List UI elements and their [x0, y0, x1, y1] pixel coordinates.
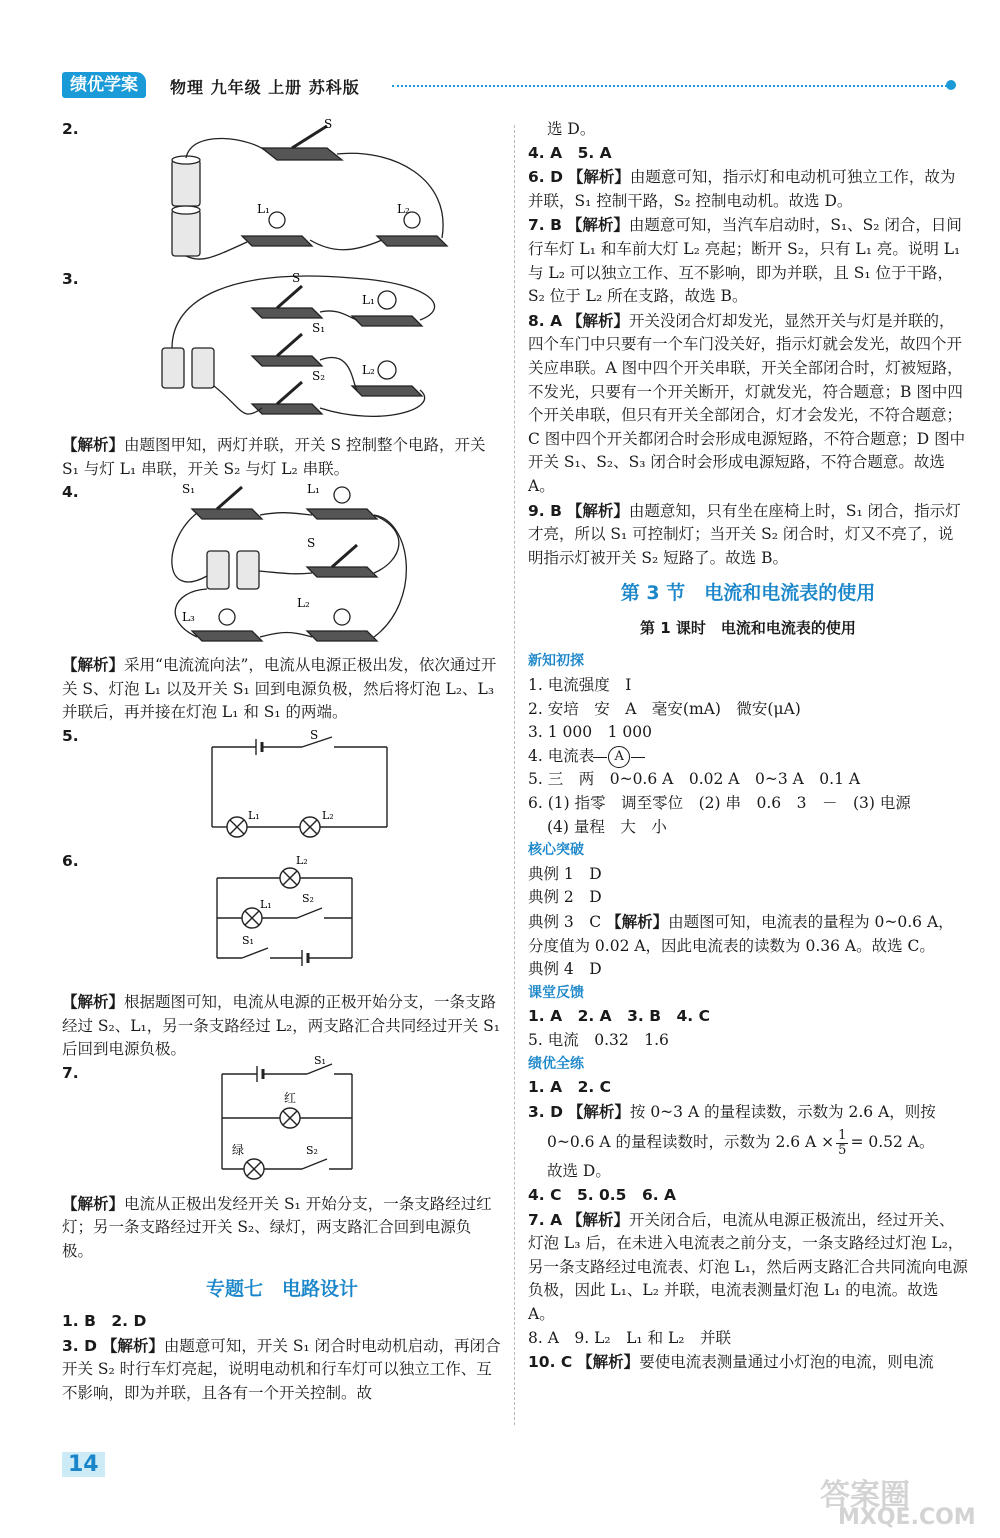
- q4-analysis-text: 采用“电流流向法”，电流从电源正极出发，依次通过开关 S、灯泡 L₁ 以及开关 S₁ 回到电源负极，然后将灯泡 L₂、L₃ 并联后，再并接在灯泡 L₁ 和 S₁ 的两端。: [62, 656, 497, 722]
- q7-circuit-figure: [202, 1054, 422, 1189]
- q3-analysis: [62, 433, 502, 481]
- left-column: [62, 118, 502, 1406]
- r-ans-7: [528, 213, 968, 308]
- lesson-1-heading: [528, 617, 968, 641]
- n-ans-6a: 6. (1) 指零 调至零位 (2) 串 0.6 3 － (3) 电源: [528, 794, 911, 813]
- q3-label-l2: L₂: [362, 363, 375, 377]
- q7-analysis: [62, 1192, 502, 1264]
- section-3-title: 第 3 节 电流和电流表的使用: [620, 582, 876, 605]
- q2-label-s: S: [324, 118, 333, 131]
- lesson-1-title: 第 1 课时 电流和电流表的使用: [640, 618, 856, 637]
- q3-label-s1: S₁: [312, 321, 326, 335]
- analysis-tag: 【解析】: [62, 655, 125, 675]
- q7-number: 7.: [62, 1063, 79, 1082]
- analysis-tag: 【解析】: [566, 215, 629, 235]
- answer-number: 7. B: [528, 216, 562, 235]
- e-ans-3-text: 由题图可知，电流表的量程为 0~0.6 A，分度值为 0.02 A，因此电流表的读数为 0.36 A。故选 C。: [528, 913, 954, 955]
- topic-7-ans-1-2: 1. B 2. D: [62, 1312, 147, 1331]
- e-ans-2: 典例 2 D: [528, 888, 602, 907]
- section-3-heading: [528, 582, 968, 607]
- j-ans-10-text: 要使电流表测量通过小灯泡的电流，则电流: [639, 1353, 934, 1372]
- heading-jiyou: 绩优全练: [528, 1055, 584, 1072]
- q3-label-l1: L₁: [362, 293, 375, 307]
- j-ans-3-text2b: = 0.52 A。: [850, 1133, 935, 1152]
- answer-number: 7. A: [528, 1210, 563, 1229]
- r-ans-4-5: 4. A 5. A: [528, 143, 612, 162]
- book-subtitle: 物理 九年级 上册 苏科版: [170, 78, 360, 97]
- e-ans-4: 典例 4 D: [528, 960, 602, 979]
- analysis-tag: 【解析】: [567, 310, 630, 330]
- q4-analysis: [62, 653, 502, 725]
- q3-analysis-text: 由题图甲知，两灯并联，开关 S 控制整个电路，开关 S₁ 与灯 L₁ 串联，开关 S₂ 与灯 L₂ 串联。: [62, 436, 486, 478]
- q7-label-s1: S₁: [314, 1053, 326, 1067]
- r-ans-9-text: 由题意知，只有坐在座椅上时，S₁ 闭合，指示灯才亮，所以 S₁ 可控制灯；当开关 S₂ 闭合时，灯又不亮了，说明指示灯被开关 S₂ 短路了。故选 B。: [528, 501, 961, 567]
- answer-number: 3. D: [528, 1102, 563, 1121]
- answer-number: 9. B: [528, 501, 562, 520]
- q2-block: [62, 118, 502, 268]
- q7-label-red: 红: [284, 1090, 297, 1105]
- q4-label-s: S: [307, 536, 316, 551]
- right-column: [528, 118, 968, 1375]
- fraction-one-fifth: [836, 1129, 848, 1158]
- watermark-logo: 答案圈: [820, 1478, 910, 1513]
- n-ans-5: 5. 三 两 0~0.6 A 0.02 A 0~3 A 0.1 A: [528, 770, 861, 789]
- analysis-tag: 【解析】: [606, 912, 669, 931]
- answer-number: 典例 3 C: [528, 913, 602, 931]
- q5-circuit-figure: [202, 727, 402, 847]
- q7-label-s2: S₂: [306, 1143, 318, 1157]
- k-ans-5: 5. 电流 0.32 1.6: [528, 1030, 669, 1049]
- r-ans-7-text: 由题意可知，当汽车启动时，S₁、S₂ 闭合，日间行车灯 L₁ 和车前大灯 L₂ 亮起；断开 S₂，只有 L₁ 亮。说明 L₁ 与 L₂ 可以独立工作、互不影响，即为并联，且 S₁ 位于干路，S₂ 位于 L₂ 所在支路，故选 B。: [528, 216, 962, 306]
- analysis-tag: 【解析】: [567, 167, 630, 187]
- r-cont: 选 D。: [547, 120, 596, 138]
- j-ans-3: [528, 1100, 968, 1125]
- analysis-tag: 【解析】: [577, 1352, 640, 1372]
- q6-label-s2: S₂: [302, 891, 314, 905]
- topic-7-ans-3-text: 由题意可知，开关 S₁ 闭合时电动机启动，再闭合开关 S₂ 时行车灯亮起，说明电动机和行车灯可以独立工作、互不影响，即为并联，且各有一个开关控制。故: [62, 1336, 501, 1402]
- q5-label-l1: L₁: [248, 808, 260, 822]
- analysis-tag: 【解析】: [62, 1193, 125, 1213]
- j-ans-7-text: 开关闭合后，电流从电源正极流出，经过开关、灯泡 L₃ 后，在未进入电流表之前分支，一条支路经过灯泡 L₂，另一条支路经过电流表、灯泡 L₁，然后两支路汇合共同流向电源负极，因此 L₁、L₂ 并联，电流表测量灯泡 L₁ 的电流。故选 A。: [528, 1210, 968, 1323]
- q5-number: 5.: [62, 726, 79, 745]
- q6-label-l1: L₁: [260, 897, 272, 911]
- q5-block: [62, 725, 502, 850]
- q2-label-l2: L₂: [397, 202, 410, 216]
- header-divider: [392, 85, 947, 87]
- header-dot: [946, 80, 956, 90]
- answer-number: 6. D: [528, 168, 563, 187]
- r-ans-6: [528, 165, 968, 213]
- q3-circuit-figure: [152, 268, 492, 433]
- q2-label-l1: L₁: [257, 202, 270, 216]
- analysis-tag: 【解析】: [567, 1209, 630, 1229]
- q4-label-l2: L₂: [297, 596, 310, 611]
- q4-number: 4.: [62, 483, 79, 502]
- topic-7-title: 专题七 电路设计: [205, 1277, 358, 1300]
- j-ans-3-line3: 故选 D。: [547, 1162, 611, 1181]
- answer-number: 10. C: [528, 1353, 573, 1372]
- j-ans-3-line2: [528, 1124, 968, 1160]
- q4-block: [62, 481, 502, 653]
- q6-analysis: [62, 990, 502, 1062]
- heading-xinzhi: 新知初探: [528, 653, 584, 670]
- fraction-numerator: 1: [838, 1127, 847, 1143]
- r-ans-8-text: 开关没闭合灯却发光，显然开关与灯是并联的，四个车门中只要有一个车门没关好，指示灯就会发光，故四个开关应串联。A 图中四个开关串联，开关全部闭合时，灯被短路，不发光，只要有一个开关断开，灯就发光，符合题意；B 图中四个开关串联，但只有开关全部闭合，灯才会发光，不符合题意；C 图中四个开关都闭合时会形成电源短路，不符合题意；D 图中开关 S₁、S₂、S₃ 闭合时会形成电源短路，不符合题意。故选 A。: [528, 311, 966, 495]
- e-ans-1: 典例 1 D: [528, 864, 602, 883]
- n-ans-4: [528, 745, 968, 769]
- fraction-denominator: 5: [838, 1142, 847, 1158]
- q6-number: 6.: [62, 851, 79, 870]
- topic-7-heading: [62, 1278, 502, 1303]
- j-ans-3-text2a: 0~0.6 A 的量程读数时，示数为 2.6 A ×: [547, 1133, 835, 1152]
- q3-label-s: S: [292, 271, 301, 285]
- analysis-tag: 【解析】: [62, 435, 125, 454]
- r-ans-8: [528, 309, 968, 499]
- q7-label-green: 绿: [232, 1142, 245, 1157]
- q7-analysis-text: 电流从正极出发经开关 S₁ 开始分支，一条支路经过红灯；另一条支路经过开关 S₂、绿灯，两支路汇合回到电源负极。: [62, 1194, 492, 1260]
- analysis-tag: 【解析】: [62, 991, 125, 1011]
- j-ans-4-6: 4. C 5. 0.5 6. A: [528, 1185, 677, 1204]
- analysis-tag: 【解析】: [567, 1101, 630, 1121]
- k-ans-1-4: 1. A 2. A 3. B 4. C: [528, 1007, 710, 1026]
- q6-block: [62, 850, 502, 990]
- q6-label-l2: L₂: [296, 853, 308, 867]
- q6-label-s1: S₁: [242, 933, 254, 947]
- e-ans-3: [528, 910, 968, 958]
- n-ans-1: 1. 电流强度 I: [528, 676, 632, 695]
- answer-number: 8. A: [528, 311, 563, 330]
- n-ans-6b: (4) 量程 大 小: [547, 817, 667, 836]
- q7-block: [62, 1053, 502, 1192]
- n-ans-3: 3. 1 000 1 000: [528, 723, 652, 742]
- column-separator: [514, 125, 515, 1425]
- page-header: [62, 72, 962, 102]
- q5-label-l2: L₂: [322, 808, 334, 822]
- brand-logo: 绩优学案: [62, 72, 146, 98]
- j-ans-10: [528, 1350, 968, 1375]
- q3-block: [62, 268, 502, 433]
- n-ans-2: 2. 安培 安 A 毫安(mA) 微安(μA): [528, 699, 801, 718]
- j-ans-7: [528, 1208, 968, 1327]
- q4-label-s1: S₁: [182, 482, 196, 497]
- n-ans-4-text: 4. 电流表: [528, 746, 595, 765]
- q6-circuit-figure: [202, 838, 422, 988]
- heading-ketang: 课堂反馈: [528, 984, 584, 1001]
- ammeter-symbol-icon: A: [608, 746, 630, 768]
- analysis-tag: 【解析】: [101, 1335, 164, 1355]
- q4-label-l1: L₁: [307, 482, 320, 497]
- r-ans-6-text: 由题意可知，指示灯和电动机可独立工作，故为并联，S₁ 控制干路，S₂ 控制电动机。故选 D。: [528, 168, 956, 210]
- analysis-tag: 【解析】: [566, 500, 629, 520]
- answer-number: 3. D: [62, 1336, 97, 1355]
- q2-number: 2.: [62, 120, 79, 138]
- page-number: 14: [62, 1452, 105, 1477]
- q3-number: 3.: [62, 270, 79, 288]
- q3-label-s2: S₂: [312, 369, 326, 383]
- watermark-url: MXQE.COM: [838, 1505, 976, 1530]
- q2-circuit-figure: [152, 118, 472, 268]
- topic-7-ans-3: [62, 1334, 502, 1406]
- q5-label-s: S: [310, 727, 319, 742]
- r-ans-9: [528, 499, 968, 571]
- q6-analysis-text: 根据题图可知，电流从电源的正极开始分支，一条支路经过 S₂、L₁，另一条支路经过 L₂，两支路汇合共同经过开关 S₁ 后回到电源负极。: [62, 992, 500, 1059]
- j-ans-1-2: 1. A 2. C: [528, 1078, 612, 1097]
- j-ans-8-9: 8. A 9. L₂ L₁ 和 L₂ 并联: [528, 1328, 731, 1347]
- q4-label-l3: L₃: [182, 610, 195, 625]
- j-ans-3-text1: 按 0~3 A 的量程读数，示数为 2.6 A，则按: [629, 1102, 936, 1121]
- heading-hexin: 核心突破: [528, 842, 584, 859]
- q4-circuit-figure: [162, 481, 482, 653]
